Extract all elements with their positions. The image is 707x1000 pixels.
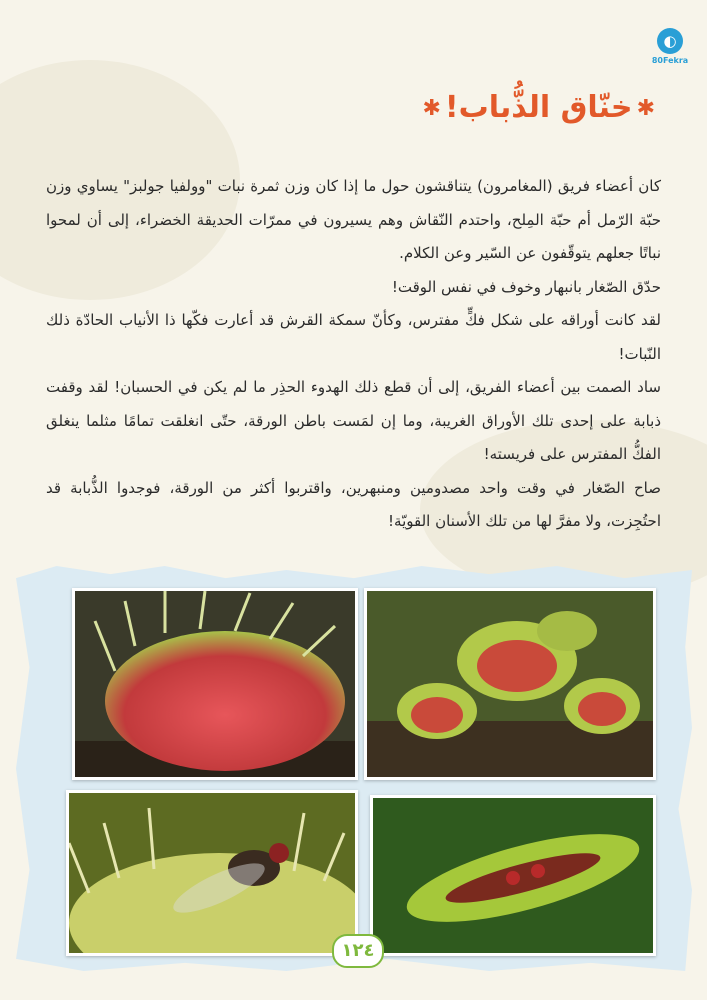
lightbulb-icon: ◐ xyxy=(657,28,683,54)
paragraph: لقد كانت أوراقه على شكل فكٍّ مفترس، وكأنّ سمكة القرش قد أعارت فكّها ذا الأنياب الحادّة ذلك النّبات! xyxy=(46,311,661,363)
star-icon: ✱ xyxy=(636,96,655,121)
closed-flytrap-photo xyxy=(370,795,656,956)
page-title xyxy=(418,90,659,125)
star-icon: ✱ xyxy=(422,96,441,121)
title-text: خنّاق الذُّباب! xyxy=(444,90,633,125)
paragraph: صاح الصّغار في وقت واحد مصدومين ومنبهرين، واقتربوا أكثر من الورقة، فوجدوا الذُّبابة قد احتُجِزت، ولا مفرَّ لها من تلك الأسنان القويّة! xyxy=(46,478,661,530)
publisher-logo xyxy=(645,28,695,65)
story-text xyxy=(46,170,661,539)
paragraph: حدّق الصّغار بانبهار وخوف في نفس الوقت! xyxy=(391,277,661,296)
venus-flytrap-photo xyxy=(364,588,656,780)
page-number: ١٢٤ xyxy=(332,934,384,968)
venus-flytrap-photo xyxy=(72,588,358,780)
fly-on-flytrap-photo xyxy=(66,790,358,956)
paragraph: ساد الصمت بين أعضاء الفريق، إلى أن قطع ذلك الهدوء الحذِر ما لم يكن في الحسبان! لقد وقفت ذبابة على إحدى تلك الأوراق الغريبة، وما إن لمَست باطن الورقة، حتّى انغلقت تمامًا مثلما ينغلق الفكُّ المفترس على فريسته! xyxy=(46,378,661,463)
paragraph: كان أعضاء فريق (المغامرون) يتناقشون حول ما إذا كان وزن ثمرة نبات "وولفيا جولبز" يساوي وزن حبّة الرّمل أم حبّة المِلح، واحتدم النّقاش وهم يسيرون في ممرّات الحديقة الخضراء، إلى أن لمحوا نباتًا جعلهم يتوقّفون عن السّير وعن الكلام. xyxy=(46,177,661,262)
logo-text: 80Fekra xyxy=(651,56,689,65)
